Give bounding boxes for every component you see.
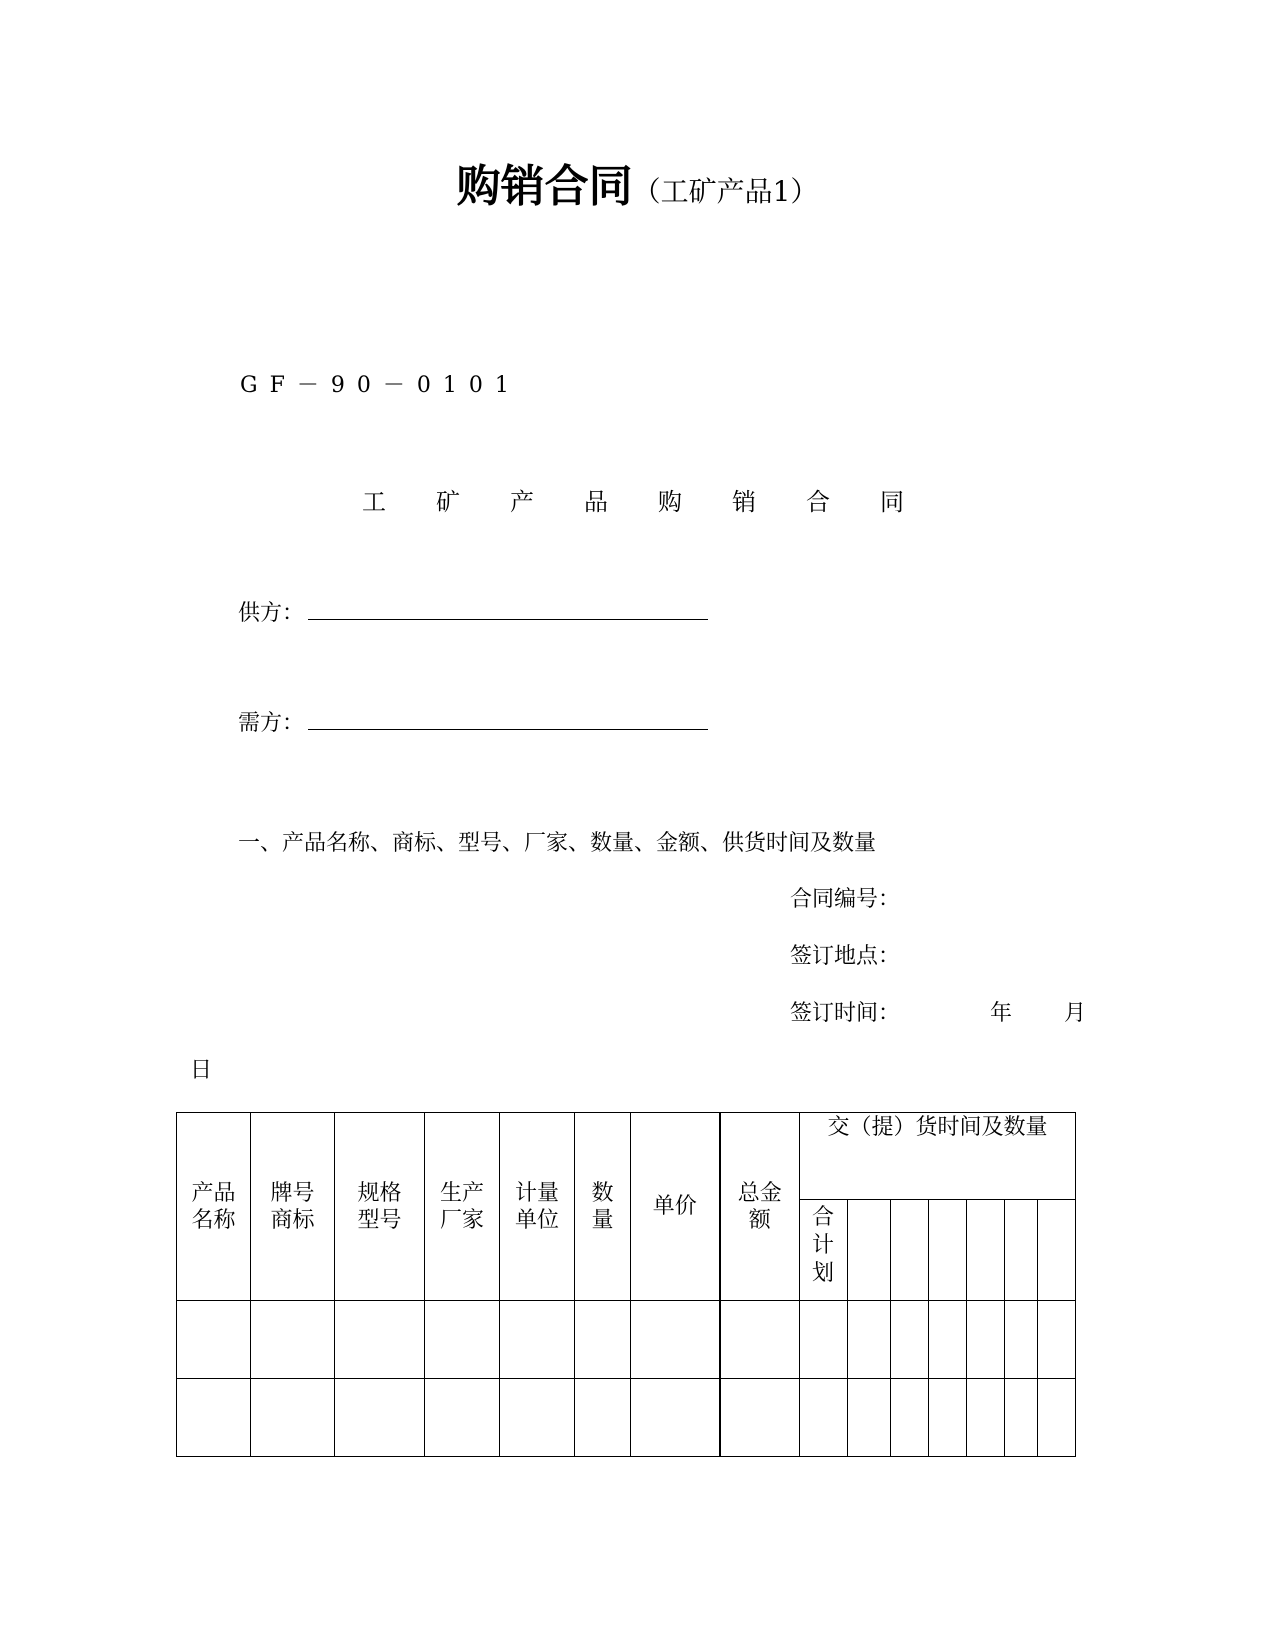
supplier-label: 供方： [238,601,305,626]
sign-place-label: 签订地点： [790,944,901,969]
table-cell[interactable] [500,1379,575,1457]
table-cell[interactable] [500,1301,575,1379]
table-cell[interactable] [848,1379,891,1457]
document-subtitle: 工矿产品购销合同 [362,488,954,516]
header-total-amount: 总金 额 [720,1113,800,1301]
header-spec: 规格 型号 [335,1113,425,1301]
document-title [0,150,1275,214]
title-main: 购销合同 [456,161,633,212]
delivery-slot [891,1200,929,1301]
table-cell[interactable] [177,1379,251,1457]
header-manufacturer: 生产 厂家 [425,1113,500,1301]
table-cell[interactable] [631,1301,720,1379]
delivery-slot [1005,1200,1038,1301]
delivery-slot [929,1200,967,1301]
month-label: 月 [1064,1001,1087,1026]
table-cell[interactable] [967,1379,1005,1457]
contract-no-label: 合同编号： [790,887,901,912]
supplier-field [238,596,708,627]
buyer-input-line[interactable] [308,709,708,730]
table-cell[interactable] [800,1301,848,1379]
table-cell[interactable] [1038,1379,1076,1457]
year-label: 年 [990,1001,1013,1026]
table-cell[interactable] [891,1379,929,1457]
title-sub: （工矿产品1） [632,175,819,208]
table-cell[interactable] [929,1379,967,1457]
buyer-label: 需方： [238,711,305,736]
table-cell[interactable] [335,1301,425,1379]
table-cell[interactable] [251,1301,335,1379]
table-cell[interactable] [720,1301,800,1379]
product-table [176,1112,1076,1457]
buyer-field [238,706,708,737]
form-code: GF－90－0101 [240,373,521,398]
supplier-input-line[interactable] [308,599,708,620]
header-brand: 牌号 商标 [251,1113,335,1301]
header-quantity: 数 量 [575,1113,631,1301]
header-unit: 计量 单位 [500,1113,575,1301]
table-cell[interactable] [967,1301,1005,1379]
table-cell[interactable] [891,1301,929,1379]
header-unit-price: 单价 [631,1113,720,1301]
delivery-slot [1038,1200,1076,1301]
table-cell[interactable] [425,1379,500,1457]
table-cell[interactable] [575,1301,631,1379]
delivery-slot [848,1200,891,1301]
table-cell[interactable] [848,1301,891,1379]
table-cell[interactable] [335,1379,425,1457]
table-cell[interactable] [1038,1301,1076,1379]
table-cell[interactable] [177,1301,251,1379]
table-cell[interactable] [800,1379,848,1457]
table-cell[interactable] [929,1301,967,1379]
table-cell[interactable] [425,1301,500,1379]
day-label: 日 [190,1058,213,1083]
table-cell[interactable] [720,1379,800,1457]
table-row [177,1301,1076,1379]
delivery-slot [967,1200,1005,1301]
header-plan: 合 计 划 [800,1200,848,1301]
table-cell[interactable] [631,1379,720,1457]
table-cell[interactable] [1005,1379,1038,1457]
header-product-name: 产品 名称 [177,1113,251,1301]
table-cell[interactable] [575,1379,631,1457]
table-cell[interactable] [1005,1301,1038,1379]
sign-time-label: 签订时间： [790,1001,901,1026]
table-cell[interactable] [251,1379,335,1457]
header-delivery: 交（提）货时间及数量 [800,1113,1076,1200]
table-row [177,1379,1076,1457]
section-one-title: 一、产品名称、商标、型号、厂家、数量、金额、供货时间及数量 [238,831,877,856]
table-header-row [177,1113,1076,1200]
